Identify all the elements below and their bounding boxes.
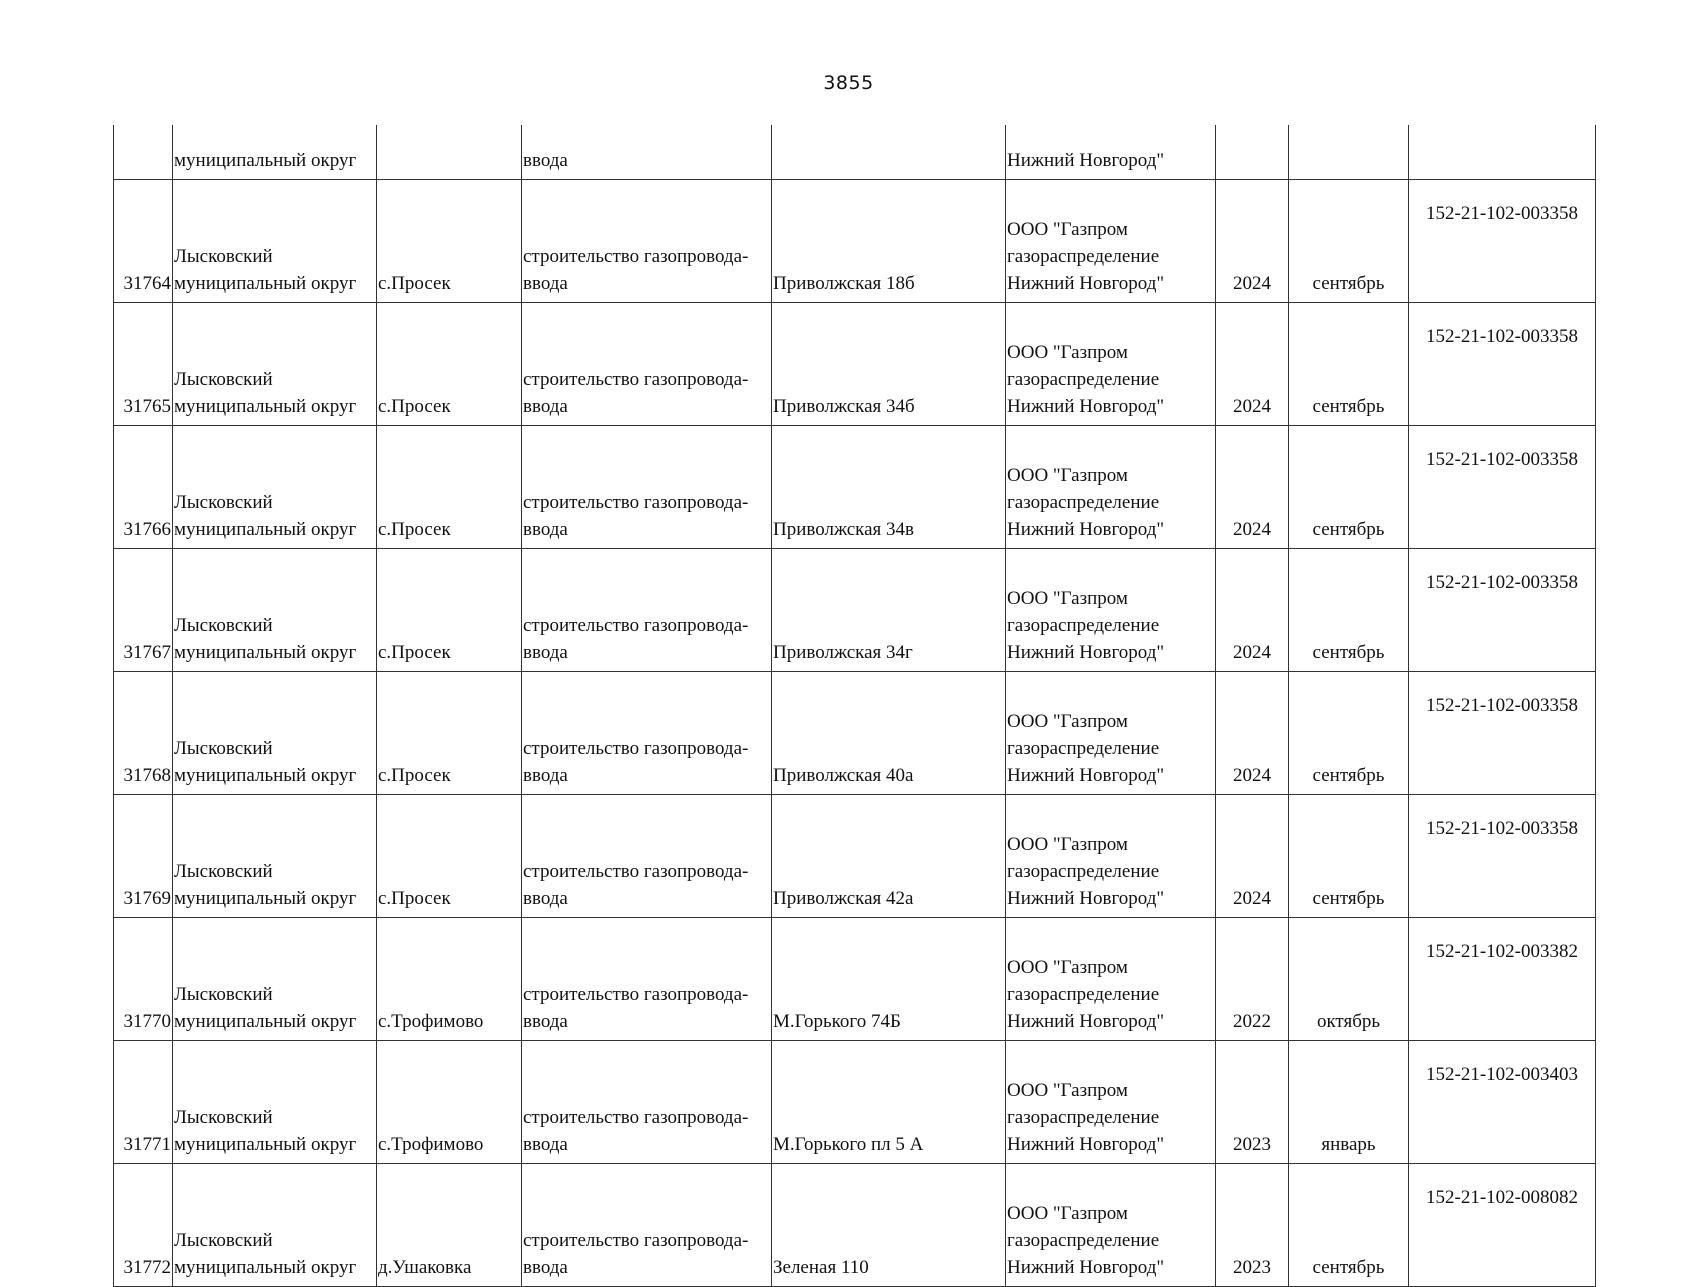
cell-district-line: Лысковский [174, 984, 273, 1005]
cell-district [173, 918, 377, 1041]
cell-work [522, 672, 772, 795]
cell-organization-line: газораспределение [1007, 738, 1160, 759]
cell-num: 31764 [114, 180, 173, 303]
cell-organization-line: Нижний Новгород" [1007, 1257, 1165, 1278]
cell-organization-line: газораспределение [1007, 984, 1160, 1005]
table-row [114, 549, 1596, 672]
cell-code: 152-21-102-003358 [1409, 549, 1596, 672]
cell-year: 2023 [1216, 1164, 1289, 1287]
cell-organization-line: Нижний Новгород" [1007, 273, 1165, 294]
cell-work-line: строительство газопровода- [523, 738, 749, 759]
cell-num: 31768 [114, 672, 173, 795]
cell-settlement: с.Просек [377, 180, 522, 303]
cell-organization [1006, 180, 1216, 303]
table-row [114, 1164, 1596, 1287]
cell-code: 152-21-102-008082 [1409, 1164, 1596, 1287]
page-number: 3855 [823, 72, 874, 94]
cell-organization-line: Нижний Новгород" [1007, 396, 1165, 417]
table-row [114, 918, 1596, 1041]
cell-organization-line: ООО "Газпром [1007, 834, 1128, 855]
cell-work-line: ввода [523, 765, 568, 786]
cell-work-line: ввода [523, 273, 568, 294]
cell-work-line: ввода [523, 642, 568, 663]
cell-num: 31769 [114, 795, 173, 918]
cell-year: 2024 [1216, 426, 1289, 549]
cell-organization-line: Нижний Новгород" [1007, 765, 1165, 786]
cell-organization-line: Нижний Новгород" [1007, 642, 1165, 663]
cell-settlement: д.Ушаковка [377, 1164, 522, 1287]
cell-settlement: с.Просек [377, 672, 522, 795]
cell-work [522, 180, 772, 303]
cell-district-line: муниципальный округ [174, 888, 357, 909]
table-row [114, 426, 1596, 549]
cell-num: 31765 [114, 303, 173, 426]
cell-num: 31766 [114, 426, 173, 549]
cell-work-line: строительство газопровода- [523, 615, 749, 636]
cell-district-line: Лысковский [174, 615, 273, 636]
cell-code: 152-21-102-003382 [1409, 918, 1596, 1041]
cell-address: М.Горького 74Б [772, 918, 1006, 1041]
cell-organization-line: Нижний Новгород" [1007, 1134, 1165, 1155]
cell-organization-line: Нижний Новгород" [1007, 888, 1165, 909]
cell-organization-line: ООО "Газпром [1007, 219, 1128, 240]
cell-work-line: строительство газопровода- [523, 861, 749, 882]
cell-district [173, 549, 377, 672]
continuation-row [114, 125, 1596, 180]
cell-organization-line: ООО "Газпром [1007, 711, 1128, 732]
cell-district [173, 303, 377, 426]
cell-organization-line: Нижний Новгород" [1007, 519, 1165, 540]
cell-organization [1006, 1164, 1216, 1287]
cell-district-line: муниципальный округ [174, 273, 357, 294]
cell-organization-line: газораспределение [1007, 246, 1160, 267]
cell-work [522, 918, 772, 1041]
cell-num: 31771 [114, 1041, 173, 1164]
cell-district [173, 180, 377, 303]
cell-year: 2022 [1216, 918, 1289, 1041]
cell-work-line: ввода [523, 519, 568, 540]
cell-month: сентябрь [1289, 1164, 1409, 1287]
cell-work-line: строительство газопровода- [523, 1230, 749, 1251]
cell-organization: Нижний Новгород" [1006, 125, 1216, 180]
cell-num: 31767 [114, 549, 173, 672]
cell-work-line: строительство газопровода- [523, 246, 749, 267]
table-row [114, 1041, 1596, 1164]
cell-district-line: муниципальный округ [174, 1011, 357, 1032]
cell-work [522, 426, 772, 549]
cell-work-line: строительство газопровода- [523, 492, 749, 513]
cell-work: ввода [522, 125, 772, 180]
cell-code: 152-21-102-003358 [1409, 303, 1596, 426]
cell-work-line: строительство газопровода- [523, 369, 749, 390]
cell-district-line: муниципальный округ [174, 765, 357, 786]
table-body [114, 125, 1596, 1287]
cell-district-line: муниципальный округ [174, 642, 357, 663]
cell-address: Приволжская 42а [772, 795, 1006, 918]
cell-work-line: ввода [523, 1134, 568, 1155]
cell-organization [1006, 303, 1216, 426]
cell-num: 31772 [114, 1164, 173, 1287]
cell-district [173, 426, 377, 549]
cell-organization-line: газораспределение [1007, 369, 1160, 390]
table-row [114, 180, 1596, 303]
cell-organization-line: ООО "Газпром [1007, 1203, 1128, 1224]
cell-organization [1006, 1041, 1216, 1164]
table-row [114, 672, 1596, 795]
cell-district-line: муниципальный округ [174, 519, 357, 540]
cell-organization-line: газораспределение [1007, 861, 1160, 882]
cell-year: 2024 [1216, 795, 1289, 918]
cell-work-line: ввода [523, 888, 568, 909]
table-row [114, 795, 1596, 918]
cell-organization-line: ООО "Газпром [1007, 588, 1128, 609]
cell-work [522, 549, 772, 672]
cell-organization-line: Нижний Новгород" [1007, 1011, 1165, 1032]
cell-year: 2024 [1216, 180, 1289, 303]
cell-address: Приволжская 18б [772, 180, 1006, 303]
cell-organization-line: газораспределение [1007, 1107, 1160, 1128]
cell-organization-line: ООО "Газпром [1007, 1080, 1128, 1101]
cell-work [522, 1041, 772, 1164]
cell-year: 2023 [1216, 1041, 1289, 1164]
cell-work-line: строительство газопровода- [523, 984, 749, 1005]
cell-organization [1006, 918, 1216, 1041]
cell-district-line: Лысковский [174, 1107, 273, 1128]
cell-district: муниципальный округ [173, 125, 377, 180]
cell-address: Приволжская 34г [772, 549, 1006, 672]
cell-district-line: муниципальный округ [174, 1134, 357, 1155]
cell-code: 152-21-102-003358 [1409, 426, 1596, 549]
cell-year: 2024 [1216, 672, 1289, 795]
cell-settlement: с.Просек [377, 549, 522, 672]
cell-work-line: ввода [523, 1011, 568, 1032]
cell-month: январь [1289, 1041, 1409, 1164]
cell-code: 152-21-102-003403 [1409, 1041, 1596, 1164]
cell-organization-line: ООО "Газпром [1007, 342, 1128, 363]
cell-organization [1006, 795, 1216, 918]
cell-month [1289, 125, 1409, 180]
cell-settlement: с.Просек [377, 303, 522, 426]
cell-organization [1006, 672, 1216, 795]
cell-year: 2024 [1216, 549, 1289, 672]
cell-address: М.Горького пл 5 А [772, 1041, 1006, 1164]
cell-organization-line: газораспределение [1007, 615, 1160, 636]
cell-organization [1006, 426, 1216, 549]
cell-month: сентябрь [1289, 426, 1409, 549]
cell-address: Приволжская 34б [772, 303, 1006, 426]
cell-address [772, 125, 1006, 180]
cell-code: 152-21-102-003358 [1409, 672, 1596, 795]
cell-district-line: Лысковский [174, 369, 273, 390]
cell-district-line: муниципальный округ [174, 1257, 357, 1278]
cell-district-line: Лысковский [174, 246, 273, 267]
cell-organization-line: ООО "Газпром [1007, 957, 1128, 978]
cell-district-line: Лысковский [174, 1230, 273, 1251]
cell-address: Приволжская 40а [772, 672, 1006, 795]
cell-work [522, 795, 772, 918]
data-table [113, 125, 1596, 1287]
cell-num [114, 125, 173, 180]
cell-num: 31770 [114, 918, 173, 1041]
cell-district [173, 672, 377, 795]
cell-settlement: с.Просек [377, 795, 522, 918]
cell-work [522, 303, 772, 426]
cell-code: 152-21-102-003358 [1409, 795, 1596, 918]
cell-district [173, 1164, 377, 1287]
cell-month: сентябрь [1289, 795, 1409, 918]
cell-work-line: ввода [523, 396, 568, 417]
cell-address: Приволжская 34в [772, 426, 1006, 549]
cell-month: сентябрь [1289, 180, 1409, 303]
cell-settlement: с.Трофимово [377, 1041, 522, 1164]
cell-organization-line: ООО "Газпром [1007, 465, 1128, 486]
cell-settlement [377, 125, 522, 180]
cell-work-line: строительство газопровода- [523, 1107, 749, 1128]
cell-district-line: муниципальный округ [174, 396, 357, 417]
cell-settlement: с.Просек [377, 426, 522, 549]
table-row [114, 303, 1596, 426]
cell-month: сентябрь [1289, 303, 1409, 426]
cell-district [173, 1041, 377, 1164]
cell-month: сентябрь [1289, 672, 1409, 795]
cell-district-line: Лысковский [174, 492, 273, 513]
cell-organization-line: газораспределение [1007, 492, 1160, 513]
cell-settlement: с.Трофимово [377, 918, 522, 1041]
cell-code: 152-21-102-003358 [1409, 180, 1596, 303]
cell-organization [1006, 549, 1216, 672]
cell-organization-line: газораспределение [1007, 1230, 1160, 1251]
cell-work [522, 1164, 772, 1287]
cell-address: Зеленая 110 [772, 1164, 1006, 1287]
cell-district-line: Лысковский [174, 738, 273, 759]
cell-district-line: Лысковский [174, 861, 273, 882]
cell-work-line: ввода [523, 1257, 568, 1278]
cell-year: 2024 [1216, 303, 1289, 426]
cell-district [173, 795, 377, 918]
cell-month: сентябрь [1289, 549, 1409, 672]
cell-code [1409, 125, 1596, 180]
cell-year [1216, 125, 1289, 180]
cell-month: октябрь [1289, 918, 1409, 1041]
